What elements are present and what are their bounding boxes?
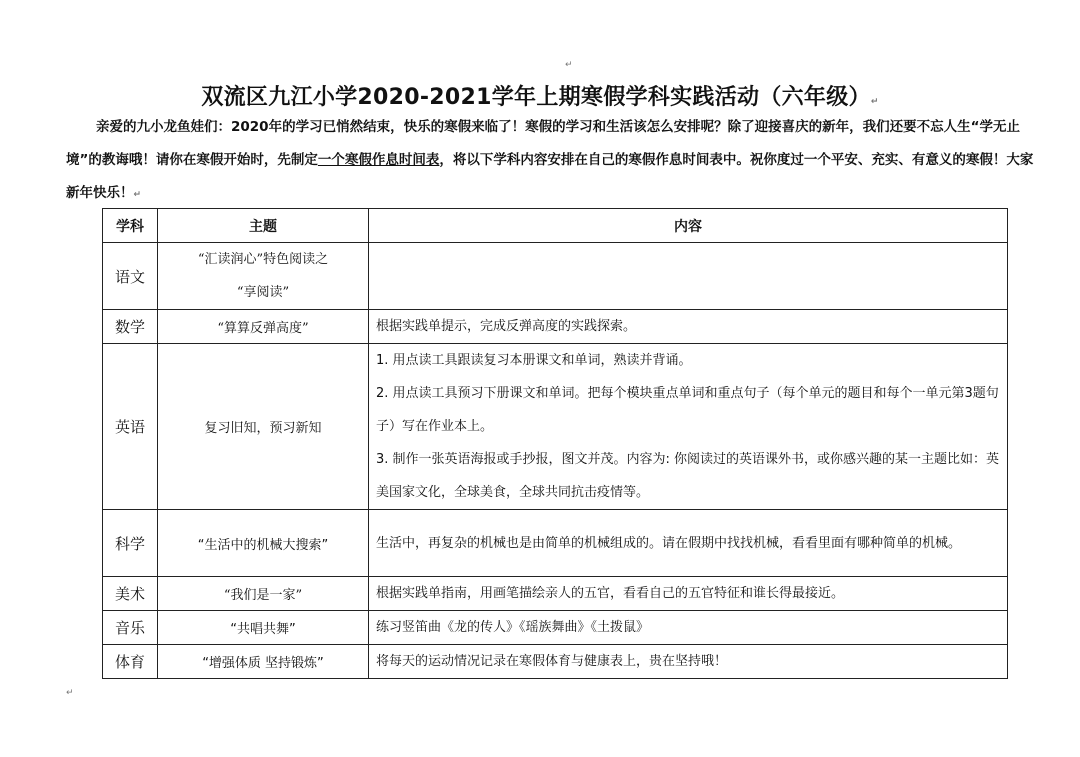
content-cell: 根据实践单提示，完成反弹高度的实践探索。 — [369, 310, 1008, 344]
theme-line: “汇读润心”特色阅读之 — [197, 252, 329, 267]
theme-cell: “共唱共舞” — [158, 611, 369, 645]
document-title — [0, 80, 1080, 111]
table-row — [103, 645, 1008, 679]
paragraph-mark: ↵ — [565, 60, 573, 70]
table-row — [103, 310, 1008, 344]
theme-cell: “增强体质 坚持锻炼” — [158, 645, 369, 679]
intro-paragraph — [66, 111, 1046, 212]
subject-cell: 美术 — [103, 577, 158, 611]
subject-cell: 数学 — [103, 310, 158, 344]
content-item: 2. 用点读工具预习下册课文和单词。把每个模块重点单词和重点句子（每个单元的题目和每个一单元第3题句子）写在作业本上。 — [376, 386, 999, 434]
content-item: 1. 用点读工具跟读复习本册课文和单词，熟读并背诵。 — [376, 353, 692, 368]
table-row — [103, 510, 1008, 577]
content-cell — [369, 243, 1008, 310]
theme-cell: “算算反弹高度” — [158, 310, 369, 344]
table-row — [103, 243, 1008, 310]
table-header-row — [103, 209, 1008, 243]
document-title-text: 双流区九江小学2020-2021学年上期寒假学科实践活动（六年级） — [201, 85, 871, 110]
theme-line: “享阅读” — [236, 285, 290, 300]
subject-cell: 英语 — [103, 344, 158, 510]
content-cell: 将每天的运动情况记录在寒假体育与健康表上，贵在坚持哦！ — [369, 645, 1008, 679]
intro-underlined-text: 一个寒假作息时间表 — [317, 152, 440, 168]
subject-cell: 科学 — [103, 510, 158, 577]
content-cell: 练习竖笛曲《龙的传人》《瑶族舞曲》《土拨鼠》 — [369, 611, 1008, 645]
subject-cell: 语文 — [103, 243, 158, 310]
table-row — [103, 611, 1008, 645]
header-content: 内容 — [369, 209, 1008, 243]
content-item: 3. 制作一张英语海报或手抄报，图文并茂。内容为: 你阅读过的英语课外书，或你感兴趣的某一主题比如：英美国家文化，全球美食，全球共同抗击疫情等。 — [376, 452, 1000, 500]
table-row — [103, 577, 1008, 611]
theme-cell — [158, 243, 369, 310]
subject-cell: 体育 — [103, 645, 158, 679]
header-subject: 学科 — [103, 209, 158, 243]
theme-cell: “生活中的机械大搜索” — [158, 510, 369, 577]
header-theme: 主题 — [158, 209, 369, 243]
theme-cell: 复习旧知，预习新知 — [158, 344, 369, 510]
content-cell: 生活中，再复杂的机械也是由简单的机械组成的。请在假期中找找机械，看看里面有哪种简单的机械。 — [369, 510, 1008, 577]
intro-text-2: ，将以下学科内容安排在自己的寒假作息时间表中。祝你度过一个平安、充实、有意义的寒假！大家新年快乐！ — [66, 152, 1034, 201]
content-cell: 根据实践单指南，用画笔描绘亲人的五官，看看自己的五官特征和谁长得最接近。 — [369, 577, 1008, 611]
activity-table — [102, 208, 1008, 679]
paragraph-mark: ↵ — [66, 688, 74, 698]
table-row — [103, 344, 1008, 510]
paragraph-mark: ↵ — [870, 97, 879, 107]
paragraph-mark: ↵ — [133, 190, 142, 200]
content-cell — [369, 344, 1008, 510]
intro-text-1: 亲爱的九小龙鱼娃们：2020年的学习已悄然结束，快乐的寒假来临了！寒假的学习和生活该怎么安排呢？除了迎接喜庆的新年，我们还要不忘人生“学无止境”的教诲哦！请你在寒假开始时，先制定 — [66, 119, 1020, 168]
theme-cell: “我们是一家” — [158, 577, 369, 611]
subject-cell: 音乐 — [103, 611, 158, 645]
